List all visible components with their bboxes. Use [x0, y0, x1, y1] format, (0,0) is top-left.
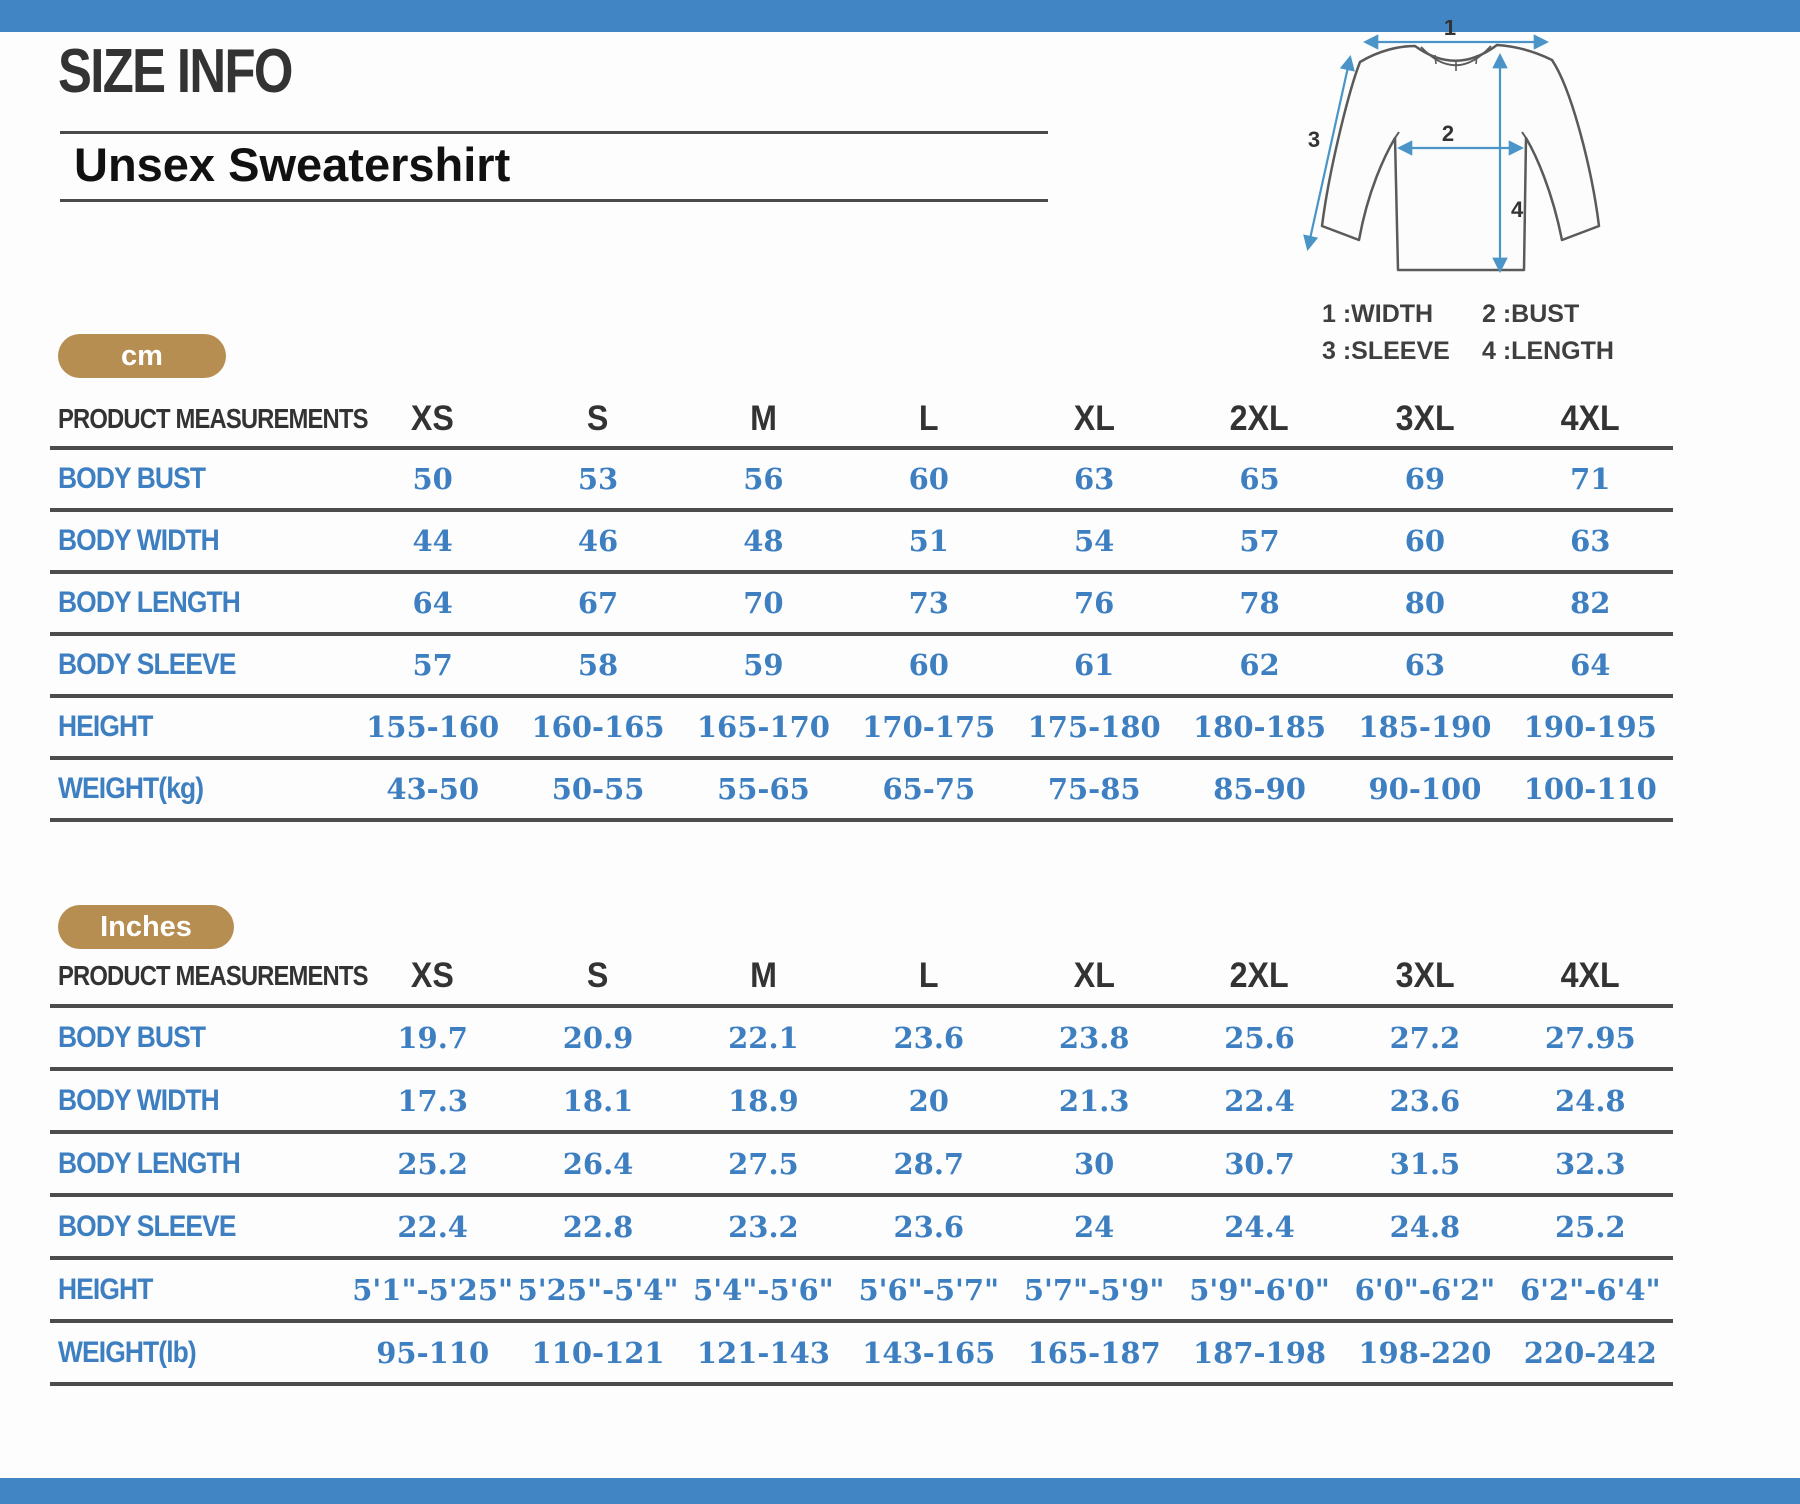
size-label: L [918, 399, 939, 438]
value-cell: 62 [1239, 648, 1280, 682]
value-cell: 43-50 [386, 772, 480, 806]
row-label: BODY LENGTH [58, 1146, 240, 1180]
value-cell: 61 [1074, 648, 1115, 682]
size-column-header [515, 399, 680, 439]
value-cell: 27.5 [728, 1146, 799, 1181]
legend-item-1: 1 :WIDTH [1322, 300, 1434, 328]
size-label: XS [411, 399, 455, 438]
value-cell: 27.2 [1389, 1020, 1461, 1055]
value-cell: 20 [908, 1083, 949, 1118]
value-cell: 69 [1404, 462, 1446, 496]
table-header-row [50, 392, 1673, 450]
value-cell: 46 [577, 524, 619, 558]
value-cell: 5'4"-5'6" [693, 1272, 834, 1307]
mark-2: 2 [1441, 121, 1455, 146]
size-label: XL [1073, 956, 1115, 995]
product-name: Unsex Sweatershirt [74, 138, 511, 191]
size-label: S [587, 956, 609, 995]
row-label-cell [50, 1336, 350, 1370]
size-label: M [750, 956, 777, 995]
sweatshirt-outline-icon [1300, 20, 1640, 295]
size-label: 2XL [1230, 399, 1290, 438]
row-label: BODY BUST [58, 1020, 206, 1054]
value-cell: 65-75 [882, 772, 976, 806]
size-table-cm [50, 392, 1673, 822]
value-cell: 25.2 [1554, 1209, 1626, 1244]
size-label: 4XL [1560, 399, 1620, 438]
value-cell: 65 [1239, 462, 1280, 496]
value-cell: 165-170 [696, 710, 830, 744]
value-cell: 73 [908, 586, 949, 620]
size-label: M [750, 399, 777, 438]
value-cell: 220-242 [1523, 1335, 1657, 1370]
value-cell: 23.6 [1389, 1083, 1461, 1118]
value-cell: 60 [908, 648, 949, 682]
row-label-cell [50, 710, 350, 744]
value-cell: 20.9 [562, 1020, 634, 1055]
size-column-header [1342, 399, 1507, 439]
value-cell: 110-121 [531, 1335, 665, 1370]
value-cell: 56 [743, 462, 784, 496]
value-cell: 70 [743, 586, 784, 620]
row-label-cell [50, 462, 350, 496]
value-cell: 64 [1570, 648, 1611, 682]
row-label: BODY SLEEVE [58, 1209, 236, 1243]
value-cell: 19.7 [397, 1020, 468, 1055]
table-row [50, 1008, 1673, 1071]
value-cell: 54 [1074, 524, 1115, 558]
row-label: BODY LENGTH [58, 586, 240, 619]
value-cell: 23.6 [893, 1209, 965, 1244]
size-column-header [1508, 956, 1673, 996]
value-cell: 32.3 [1554, 1146, 1626, 1181]
size-column-header [1177, 956, 1342, 996]
table-row [50, 450, 1673, 512]
value-cell: 60 [1404, 524, 1446, 558]
value-cell: 6'0"-6'2" [1354, 1272, 1496, 1307]
size-label: 3XL [1395, 956, 1455, 995]
row-label-cell [50, 1210, 350, 1244]
value-cell: 53 [577, 462, 619, 496]
value-cell: 121-143 [696, 1335, 830, 1370]
row-label-cell [50, 586, 350, 620]
title-divider-top [60, 131, 1048, 134]
value-cell: 22.4 [1224, 1083, 1295, 1118]
value-cell: 100-110 [1523, 772, 1657, 806]
product-measurements-label: PRODUCT MEASUREMENTS [58, 960, 368, 991]
value-cell: 24.4 [1224, 1209, 1295, 1244]
size-column-header [350, 956, 515, 996]
size-column-header [1508, 399, 1673, 439]
sweatshirt-body-outline [1322, 45, 1599, 270]
value-cell: 90-100 [1368, 772, 1482, 806]
size-column-header [846, 956, 1011, 996]
value-cell: 51 [908, 524, 949, 558]
row-label-cell [50, 772, 350, 806]
value-cell: 60 [908, 462, 949, 496]
value-cell: 23.6 [893, 1020, 965, 1055]
table-row [50, 512, 1673, 574]
size-label: S [587, 399, 609, 438]
size-label: 4XL [1560, 956, 1620, 995]
size-column-header [681, 399, 846, 439]
size-column-header [846, 399, 1011, 439]
legend-item-3: 3 :SLEEVE [1322, 337, 1450, 365]
value-cell: 85-90 [1213, 772, 1306, 806]
row-label: BODY WIDTH [58, 1083, 219, 1117]
value-cell: 5'9"-6'0" [1189, 1272, 1330, 1307]
value-cell: 30.7 [1224, 1146, 1295, 1181]
size-column-header [1012, 956, 1177, 996]
size-label: 3XL [1395, 399, 1455, 438]
value-cell: 25.2 [397, 1146, 468, 1181]
size-label: XS [411, 956, 455, 995]
value-cell: 57 [1239, 524, 1280, 558]
size-column-header [681, 956, 846, 996]
value-cell: 24 [1074, 1209, 1115, 1244]
sweatshirt-measurement-diagram [1300, 20, 1640, 295]
value-cell: 22.4 [397, 1209, 468, 1244]
value-cell: 198-220 [1358, 1335, 1492, 1370]
unit-badge-inches: Inches [58, 905, 234, 949]
table-row [50, 1197, 1673, 1260]
legend-item-4: 4 :LENGTH [1482, 337, 1614, 365]
table-row [50, 574, 1673, 636]
value-cell: 76 [1074, 586, 1115, 620]
table-row [50, 1071, 1673, 1134]
value-cell: 28.7 [893, 1146, 965, 1181]
row-label-cell [50, 1147, 350, 1181]
value-cell: 18.1 [562, 1083, 634, 1118]
value-cell: 26.4 [562, 1146, 634, 1181]
value-cell: 78 [1239, 586, 1280, 620]
product-measurements-header [50, 960, 368, 992]
value-cell: 165-187 [1027, 1335, 1161, 1370]
table-row [50, 1323, 1673, 1386]
bottom-accent-bar [0, 1478, 1800, 1504]
value-cell: 48 [743, 524, 784, 558]
value-cell: 67 [577, 586, 619, 620]
row-label: BODY SLEEVE [58, 648, 236, 681]
value-cell: 80 [1404, 586, 1446, 620]
value-cell: 190-195 [1523, 710, 1657, 744]
value-cell: 18.9 [728, 1083, 799, 1118]
table-row [50, 698, 1673, 760]
value-cell: 27.95 [1544, 1020, 1636, 1055]
table-row [50, 1260, 1673, 1323]
value-cell: 71 [1570, 462, 1611, 496]
size-label: 2XL [1230, 956, 1290, 995]
value-cell: 59 [743, 648, 784, 682]
mark-4: 4 [1511, 197, 1524, 222]
value-cell: 75-85 [1047, 772, 1141, 806]
value-cell: 160-165 [531, 710, 665, 744]
value-cell: 23.8 [1058, 1020, 1130, 1055]
row-label: HEIGHT [58, 1272, 153, 1306]
value-cell: 143-165 [862, 1335, 996, 1370]
value-cell: 30 [1074, 1146, 1115, 1181]
value-cell: 5'6"-5'7" [858, 1272, 1000, 1307]
size-column-header [350, 399, 515, 439]
value-cell: 175-180 [1027, 710, 1161, 744]
value-cell: 24.8 [1554, 1083, 1626, 1118]
value-cell: 50 [412, 462, 453, 496]
value-cell: 57 [412, 648, 453, 682]
value-cell: 64 [412, 586, 453, 620]
value-cell: 170-175 [862, 710, 996, 744]
size-column-header [1342, 956, 1507, 996]
row-label: WEIGHT(kg) [58, 772, 204, 805]
value-cell: 187-198 [1193, 1335, 1327, 1370]
size-label: XL [1073, 399, 1115, 438]
value-cell: 22.8 [562, 1209, 634, 1244]
value-cell: 5'7"-5'9" [1023, 1272, 1165, 1307]
value-cell: 25.6 [1224, 1020, 1295, 1055]
row-label-cell [50, 1021, 350, 1055]
value-cell: 82 [1570, 586, 1611, 620]
value-cell: 44 [412, 524, 453, 558]
table-header-row [50, 948, 1673, 1008]
value-cell: 180-185 [1193, 710, 1327, 744]
value-cell: 155-160 [366, 710, 500, 744]
mark-3: 3 [1307, 127, 1321, 152]
value-cell: 31.5 [1389, 1146, 1461, 1181]
row-label: HEIGHT [58, 710, 153, 743]
page-title: SIZE INFO [58, 37, 292, 106]
value-cell: 5'1"-5'25" [352, 1272, 514, 1307]
row-label: BODY WIDTH [58, 524, 219, 557]
row-label-cell [50, 524, 350, 558]
unit-badge-cm: cm [58, 334, 226, 378]
table-row [50, 636, 1673, 698]
product-measurements-label: PRODUCT MEASUREMENTS [58, 403, 368, 434]
title-divider-bottom [60, 199, 1048, 202]
size-table-inches [50, 948, 1673, 1386]
legend-item-2: 2 :BUST [1482, 300, 1580, 328]
value-cell: 55-65 [717, 772, 810, 806]
value-cell: 63 [1404, 648, 1446, 682]
value-cell: 185-190 [1358, 710, 1492, 744]
value-cell: 17.3 [397, 1083, 468, 1118]
table-row [50, 760, 1673, 822]
row-label-cell [50, 1273, 350, 1307]
value-cell: 63 [1074, 462, 1115, 496]
size-column-header [1177, 399, 1342, 439]
value-cell: 6'2"-6'4" [1519, 1272, 1661, 1307]
size-column-header [1012, 399, 1177, 439]
value-cell: 23.2 [728, 1209, 799, 1244]
value-cell: 63 [1570, 524, 1611, 558]
value-cell: 24.8 [1389, 1209, 1461, 1244]
measurement-legend [1322, 300, 1652, 366]
size-column-header [515, 956, 680, 996]
value-cell: 21.3 [1058, 1083, 1130, 1118]
value-cell: 5'25"-5'4" [517, 1272, 679, 1307]
value-cell: 50-55 [551, 772, 645, 806]
size-label: L [918, 956, 939, 995]
mark-1: 1 [1443, 20, 1457, 40]
row-label: BODY BUST [58, 462, 206, 495]
row-label-cell [50, 648, 350, 682]
product-measurements-header [50, 403, 368, 435]
table-row [50, 1134, 1673, 1197]
value-cell: 95-110 [376, 1335, 490, 1370]
value-cell: 22.1 [728, 1020, 799, 1055]
row-label: WEIGHT(lb) [58, 1335, 196, 1369]
row-label-cell [50, 1084, 350, 1118]
value-cell: 58 [577, 648, 619, 682]
